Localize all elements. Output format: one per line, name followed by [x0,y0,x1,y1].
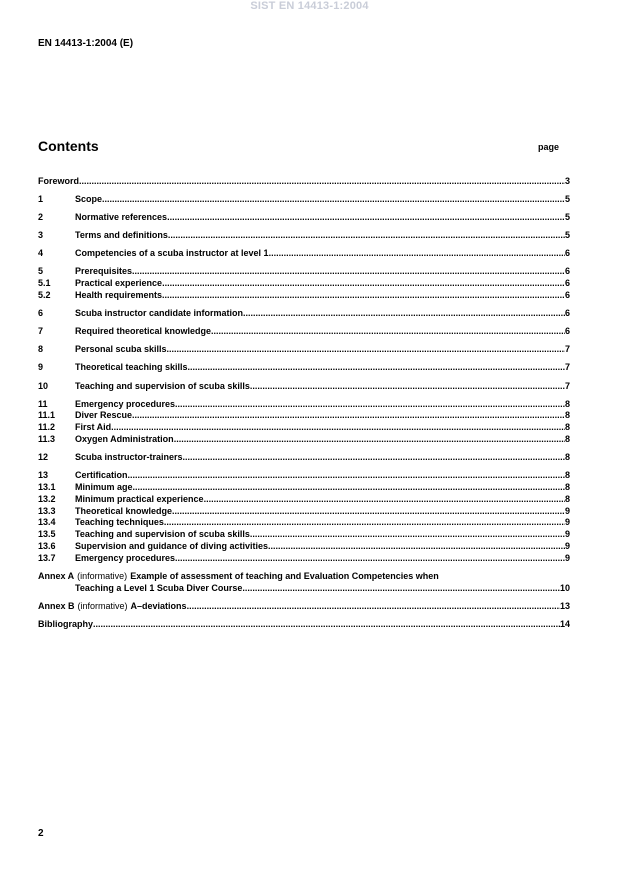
toc-entry[interactable] [38,381,570,393]
toc-entry-page: 8 [564,493,570,504]
dot-leader [175,399,565,411]
annex-b-title: A–deviations [130,600,187,611]
toc-entry-number: 11.2 [38,422,56,433]
toc-entry[interactable] [38,494,570,506]
toc-entry-title: Certification [75,470,128,481]
toc-entry-number: 12 [38,452,49,463]
toc-entry-number: 11 [38,398,48,409]
toc-entry-page: 8 [564,410,570,421]
toc-entry-title: Teaching and supervision of scuba skills [75,529,250,540]
toc-bibliography[interactable] [38,619,570,631]
toc-annex-a[interactable] [38,571,570,595]
dot-leader [242,583,560,595]
toc-entry-number: 13.3 [38,505,56,516]
toc-entry[interactable] [38,290,570,302]
toc-entry-title: Competencies of a scuba instructor at level 1 [75,248,269,259]
dot-leader [187,601,560,613]
bibliography-title: Bibliography [38,618,94,629]
document-id: EN 14413-1:2004 (E) [38,38,134,49]
toc-entry-page: 7 [564,380,570,391]
toc-entry-title: Teaching and supervision of scuba skills [75,380,250,391]
toc-entry-title: Scuba instructor candidate information [75,308,244,319]
page-number: 2 [38,828,44,839]
toc-annex-b[interactable] [38,601,570,613]
toc-entry-number: 2 [38,212,44,223]
toc-entry-title: Teaching techniques [75,517,164,528]
toc-entry-title: Foreword [38,176,80,186]
toc-entry-page: 6 [564,326,570,337]
toc-entry[interactable] [38,176,570,188]
toc-entry-title: Practical experience [75,278,163,289]
toc-entry-number: 11.1 [38,410,56,421]
toc-entry-title: Normative references [75,212,168,223]
dot-leader [162,278,565,290]
toc-entry[interactable] [38,248,570,260]
annex-b-label: Annex B [38,600,75,611]
page-column-label: page [538,142,560,152]
toc-entry-page: 9 [564,517,570,528]
toc-entry-page: 6 [564,290,570,301]
dot-leader [79,176,565,188]
toc-entry-number: 4 [38,248,44,259]
dot-leader [164,517,565,529]
dot-leader [175,553,565,565]
toc-entry-page: 8 [564,482,570,492]
toc-entry-number: 8 [38,344,44,355]
toc-entry-page: 6 [564,248,570,259]
toc-entry-number: 1 [38,194,44,205]
toc-entry[interactable] [38,410,570,422]
toc-entry[interactable] [38,212,570,224]
toc-entry-page: 9 [564,552,570,563]
dot-leader [188,362,565,374]
toc-entry-page: 8 [564,398,570,409]
toc-entry-title: Health requirements [75,290,163,301]
toc-entry-page: 6 [564,278,570,289]
dot-leader [250,381,565,393]
dot-leader [168,230,565,242]
dot-leader [133,482,565,494]
dot-leader [269,248,565,260]
toc-entry-number: 13.5 [38,529,56,540]
annex-b-page: 13 [559,600,570,611]
dot-leader [162,290,565,302]
annex-a-page: 10 [559,582,570,593]
toc-entry-number: 13.4 [38,517,56,528]
toc-entry-title: Theoretical teaching skills [75,362,188,373]
toc-entry-number: 5.2 [38,290,51,301]
toc-entry-title: Minimum age [75,482,133,492]
annex-a-label: Annex A [38,570,75,581]
toc-entry[interactable] [38,434,570,446]
annex-b-note: (informative) [77,600,128,611]
toc-entry-page: 8 [564,470,570,481]
toc-entry[interactable] [38,553,570,565]
toc-entry-number: 7 [38,326,44,337]
annex-a-title-line2: Teaching a Level 1 Scuba Diver Course [75,582,243,593]
toc-entry-number: 13 [38,470,49,481]
toc-entry[interactable] [38,422,570,434]
dot-leader [93,619,560,631]
toc-entry-number: 13.1 [38,482,56,492]
toc-entry[interactable] [38,344,570,356]
dot-leader [128,470,565,482]
toc-entry-page: 6 [564,266,570,277]
toc-entry[interactable] [38,194,570,206]
toc-entry-page: 5 [564,212,570,223]
annex-a-note: (informative) [77,570,128,581]
dot-leader [167,212,565,224]
dot-leader [172,506,565,518]
toc-entry[interactable] [38,326,570,338]
toc-entry-title: Personal scuba skills [75,344,167,355]
toc-entries [38,176,570,565]
toc-entry-number: 5.1 [38,278,51,289]
toc-entry-title: Required theoretical knowledge [75,326,212,337]
toc-entry[interactable] [38,266,570,278]
toc-entry-title: Theoretical knowledge [75,505,173,516]
toc-entry-title: Terms and definitions [75,230,168,241]
toc-entry[interactable] [38,517,570,529]
watermark: SIST EN 14413-1:2004 [250,0,369,12]
toc-entry-page: 9 [564,529,570,540]
toc-entry-number: 10 [38,380,49,391]
dot-leader [268,541,565,553]
toc-entry[interactable] [38,452,570,464]
dot-leader [211,326,565,338]
toc-entry[interactable] [38,230,570,242]
toc-entry[interactable] [38,470,570,482]
toc-entry-title: Scope [75,194,103,205]
dot-leader [167,344,565,356]
toc-entry-title: Supervision and guidance of diving activities [75,540,269,551]
toc-entry-page: 7 [564,362,570,373]
toc-entry[interactable] [38,482,570,494]
toc-entry[interactable] [38,308,570,320]
toc-entry-number: 13.6 [38,540,56,551]
dot-leader [250,529,565,541]
toc-entry-title: Diver Rescue [75,410,133,421]
toc-entry-page: 7 [564,344,570,355]
annex-a-line2 [38,583,570,595]
toc-entry[interactable] [38,506,570,518]
toc-entry[interactable] [38,529,570,541]
dot-leader [132,266,565,278]
contents-title: Contents [38,138,99,154]
table-of-contents [38,176,570,631]
toc-entry-page: 8 [564,422,570,433]
toc-entry-title: Emergency procedures [75,398,176,409]
dot-leader [204,494,565,506]
toc-entry-page: 8 [564,452,570,463]
dot-leader [243,308,565,320]
toc-entry-page: 5 [564,194,570,205]
annex-a-line1 [38,571,570,583]
dot-leader [111,422,565,434]
dot-leader [102,194,565,206]
toc-entry-page: 3 [564,176,570,186]
toc-entry-title: Minimum practical experience [75,493,204,504]
toc-entry[interactable] [38,278,570,290]
toc-entry-page: 9 [564,540,570,551]
toc-entry[interactable] [38,362,570,374]
toc-entry-title: Scuba instructor-trainers [75,452,183,463]
toc-entry-title: Prerequisites [75,266,133,277]
toc-entry-title: Emergency procedures [75,552,176,563]
dot-leader [174,434,565,446]
toc-entry-number: 13.2 [38,493,56,504]
toc-entry-title: Oxygen Administration [75,434,174,445]
dot-leader [183,452,565,464]
bibliography-page: 14 [559,618,570,629]
toc-entry-title: First Aid [75,422,112,433]
toc-entry-number: 11.3 [38,434,56,445]
toc-entry-page: 8 [564,434,570,445]
annex-a-title-line1: Example of assessment of teaching and Evaluation Competencies when [130,570,439,581]
toc-entry-number: 6 [38,308,44,319]
toc-entry[interactable] [38,399,570,411]
toc-entry-page: 5 [564,230,570,241]
dot-leader [132,410,565,422]
toc-entry-number: 9 [38,362,44,373]
toc-entry-number: 5 [38,266,44,277]
toc-entry-number: 13.7 [38,552,56,563]
toc-entry[interactable] [38,541,570,553]
toc-entry-page: 6 [564,308,570,319]
toc-entry-number: 3 [38,230,44,241]
toc-entry-page: 9 [564,505,570,516]
